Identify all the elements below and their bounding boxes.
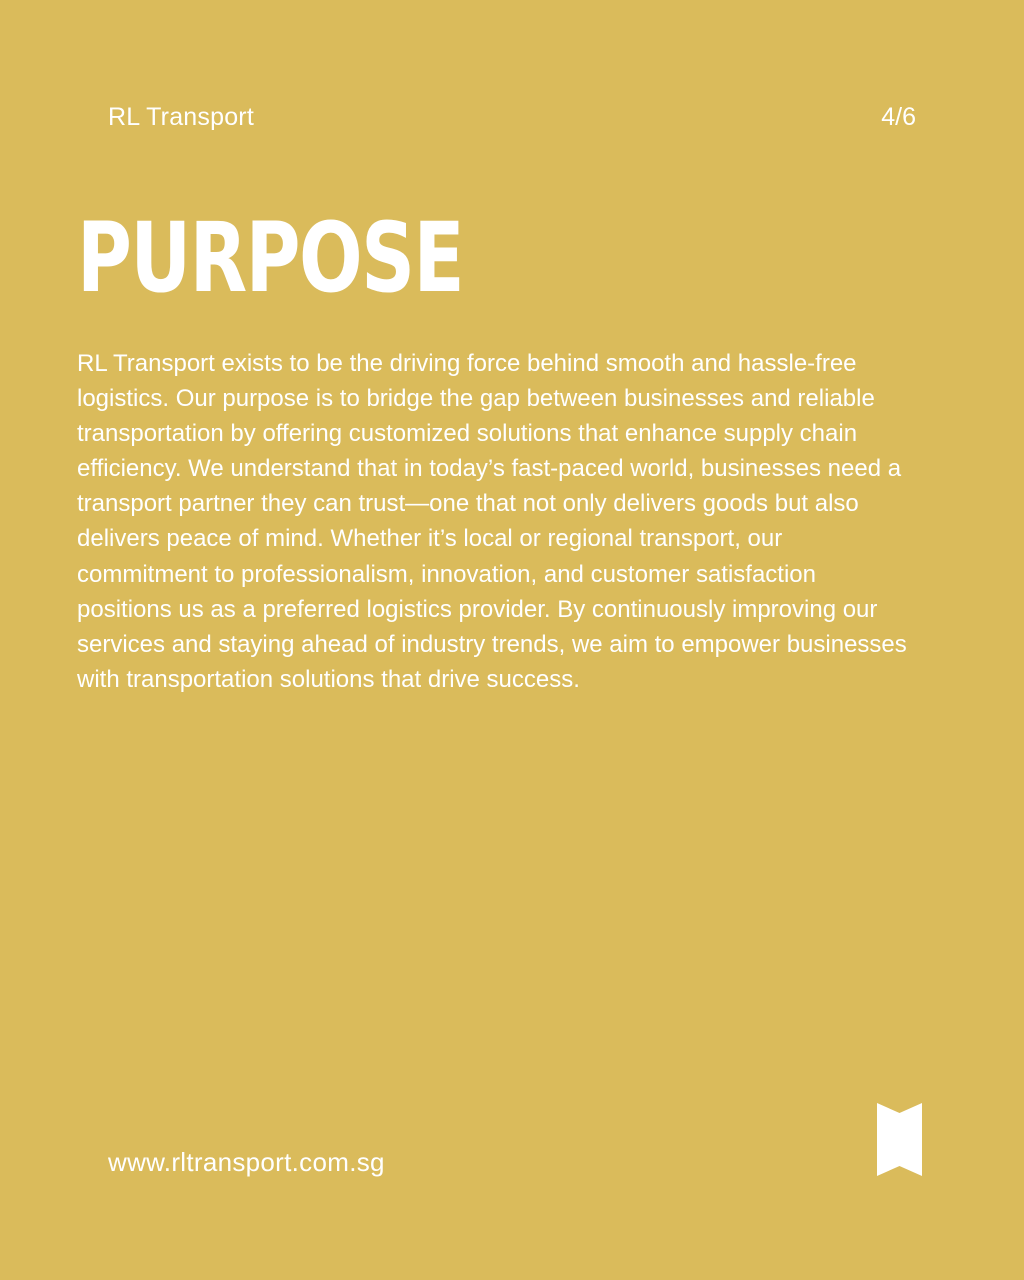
page-title: PURPOSE bbox=[77, 202, 464, 314]
purpose-paragraph: RL Transport exists to be the driving force behind smooth and hassle-free logistics. Our purpose is to bridge the gap between businesses and reliable transportation by offering customized solutions that enhance supply chain efficiency. We understand that in today’s fast-paced world, businesses need a transport partner they can trust—one that not only delivers goods but also delivers peace of mind. Whether it’s local or regional transport, our commitment to professionalism, innovation, and customer satisfaction positions us as a preferred logistics provider. By continuously improving our services and staying ahead of industry trends, we aim to empower businesses with transportation solutions that drive success. bbox=[77, 350, 907, 693]
bookmark-icon[interactable] bbox=[877, 1103, 922, 1176]
website-link[interactable]: www.rltransport.com.sg bbox=[108, 1147, 385, 1177]
brand-name: RL Transport bbox=[108, 103, 254, 131]
page-indicator: 4/6 bbox=[881, 103, 916, 131]
